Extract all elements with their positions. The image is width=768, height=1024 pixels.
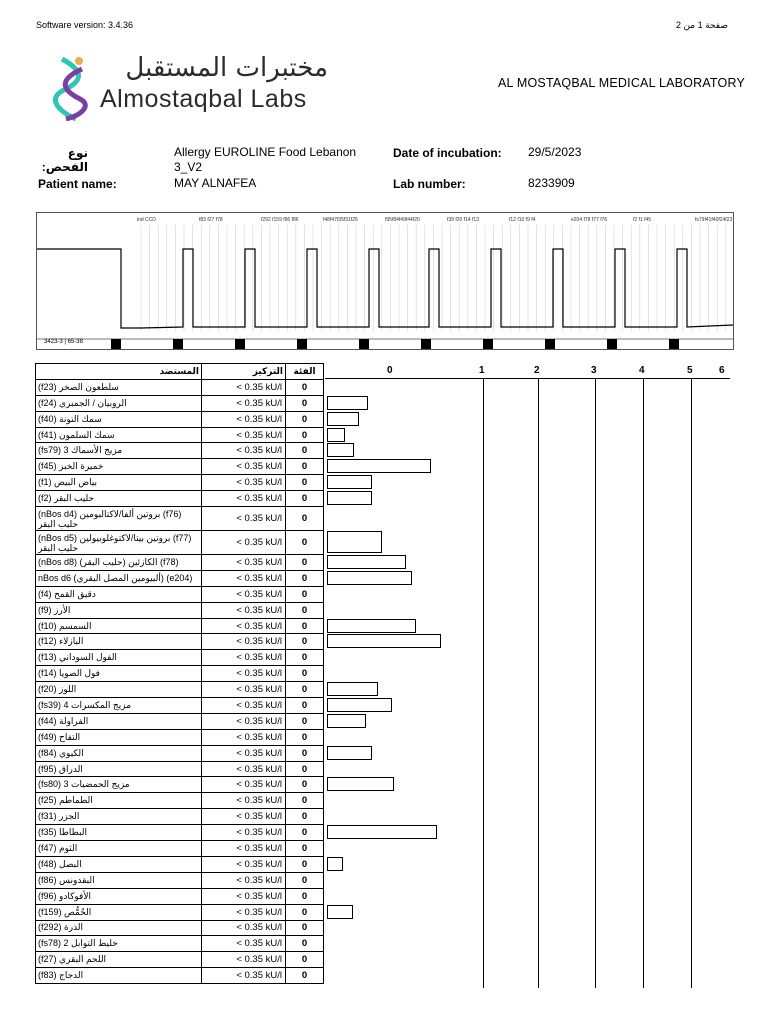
concentration-cell: < 0.35 kU/l — [202, 411, 286, 427]
table-row — [36, 713, 324, 729]
concentration-cell: < 0.35 kU/l — [202, 555, 286, 571]
strip-label: fs79f41f40f24f23 — [695, 217, 733, 223]
class-cell: 0 — [286, 475, 324, 491]
scale-gridline — [691, 378, 692, 988]
signal-bar — [327, 571, 412, 585]
allergen-cell: (f12) البازلاء — [36, 634, 202, 650]
allergen-header: المستضد — [36, 364, 202, 380]
allergen-cell: (f47) الثوم — [36, 841, 202, 857]
signal-bar — [327, 555, 406, 569]
signal-bar — [327, 412, 359, 426]
table-row — [36, 650, 324, 666]
software-version: Software version: 3.4.36 — [36, 20, 134, 30]
table-row — [36, 841, 324, 857]
class-cell: 0 — [286, 570, 324, 586]
table-row — [36, 395, 324, 411]
signal-bar — [327, 714, 366, 728]
class-cell: 0 — [286, 904, 324, 920]
table-row — [36, 888, 324, 904]
class-cell: 0 — [286, 602, 324, 618]
lab-number-value: 8233909 — [528, 176, 575, 190]
table-row — [36, 809, 324, 825]
strip-label: e204 f78 f77 f76 — [571, 217, 608, 223]
strip-label: f83 f27 f78 — [199, 217, 223, 223]
allergen-cell: (f23) سلطعون الصخر — [36, 379, 202, 395]
class-cell: 0 — [286, 379, 324, 395]
class-cell: 0 — [286, 618, 324, 634]
scale-gridline — [483, 378, 484, 988]
class-scale-chart — [325, 363, 730, 988]
dna-logo-icon — [52, 55, 92, 121]
incubation-label: Date of incubation: — [393, 146, 502, 160]
concentration-cell: < 0.35 kU/l — [202, 443, 286, 459]
signal-bar — [327, 475, 372, 489]
class-cell: 0 — [286, 936, 324, 952]
signal-bar — [327, 443, 354, 457]
allergen-cell: (f49) التفاح — [36, 729, 202, 745]
signal-bar — [327, 531, 382, 553]
lab-number-label: Lab number: — [393, 177, 466, 191]
class-cell: 0 — [286, 888, 324, 904]
concentration-cell: < 0.35 kU/l — [202, 729, 286, 745]
concentration-cell: < 0.35 kU/l — [202, 634, 286, 650]
table-row — [36, 761, 324, 777]
table-row — [36, 443, 324, 459]
concentration-cell: < 0.35 kU/l — [202, 459, 286, 475]
strip-code: 3423-3 | 65-38 — [44, 339, 83, 345]
class-cell: 0 — [286, 666, 324, 682]
table-row — [36, 570, 324, 586]
concentration-cell: < 0.35 kU/l — [202, 427, 286, 443]
class-cell: 0 — [286, 555, 324, 571]
class-cell: 0 — [286, 809, 324, 825]
table-row — [36, 459, 324, 475]
concentration-cell: < 0.35 kU/l — [202, 809, 286, 825]
allergen-cell: (fs78) خليط التوابل 2 — [36, 936, 202, 952]
class-cell: 0 — [286, 968, 324, 984]
table-row — [36, 856, 324, 872]
table-row — [36, 427, 324, 443]
class-cell: 0 — [286, 395, 324, 411]
allergen-cell: (f14) فول الصويا — [36, 666, 202, 682]
scale-gridline — [538, 378, 539, 988]
class-header: الفئة — [286, 364, 324, 380]
class-cell: 0 — [286, 872, 324, 888]
allergen-cell: (f24) الروبيان / الجمبري — [36, 395, 202, 411]
concentration-cell: < 0.35 kU/l — [202, 698, 286, 714]
scale-label-1: 1 — [479, 365, 485, 376]
strip-label: f12 f10 f9 f4 — [509, 217, 536, 223]
allergen-cell: (f27) اللحم البقري — [36, 952, 202, 968]
allergen-cell: (f84) الكيوي — [36, 745, 202, 761]
class-cell: 0 — [286, 745, 324, 761]
concentration-cell: < 0.35 kU/l — [202, 777, 286, 793]
signal-bar — [327, 777, 394, 791]
table-row — [36, 618, 324, 634]
allergen-cell: nBos d6 (ألبيومين المصل البقري) (e204) — [36, 570, 202, 586]
incubation-value: 29/5/2023 — [528, 145, 582, 159]
table-row — [36, 952, 324, 968]
table-row — [36, 729, 324, 745]
table-row — [36, 904, 324, 920]
concentration-cell: < 0.35 kU/l — [202, 650, 286, 666]
table-row — [36, 491, 324, 507]
concentration-cell: < 0.35 kU/l — [202, 825, 286, 841]
class-cell: 0 — [286, 427, 324, 443]
logo — [48, 53, 333, 125]
concentration-cell: < 0.35 kU/l — [202, 968, 286, 984]
allergen-cell: (f95) الدراق — [36, 761, 202, 777]
strip-label: f292 f159 f96 f86 — [261, 217, 299, 223]
allergen-cell: (f25) الطماطم — [36, 793, 202, 809]
table-row — [36, 379, 324, 395]
patient-name-value: MAY ALNAFEA — [174, 176, 257, 190]
logo-arabic-text: مختبرات المستقبل — [125, 53, 328, 83]
lab-name: AL MOSTAQBAL MEDICAL LABORATORY — [498, 76, 746, 90]
concentration-cell: < 0.35 kU/l — [202, 666, 286, 682]
concentration-cell: < 0.35 kU/l — [202, 570, 286, 586]
concentration-cell: < 0.35 kU/l — [202, 841, 286, 857]
signal-bar — [327, 396, 368, 410]
signal-bar — [327, 459, 431, 473]
scale-gridline — [595, 378, 596, 988]
concentration-cell: < 0.35 kU/l — [202, 745, 286, 761]
concentration-cell: < 0.35 kU/l — [202, 920, 286, 936]
class-cell: 0 — [286, 856, 324, 872]
concentration-header: التركيز — [202, 364, 286, 380]
class-cell: 0 — [286, 713, 324, 729]
scale-label-6: 6 — [719, 365, 725, 376]
concentration-cell: < 0.35 kU/l — [202, 491, 286, 507]
test-type-value-1: Allergy EUROLINE Food Lebanon — [174, 145, 357, 159]
table-row — [36, 555, 324, 571]
allergen-cell: (f35) البطاطا — [36, 825, 202, 841]
concentration-cell: < 0.35 kU/l — [202, 904, 286, 920]
strip-label: ind CCD — [137, 217, 156, 223]
scale-label-2: 2 — [534, 365, 540, 376]
allergen-cell: (f2) حليب البقر — [36, 491, 202, 507]
class-cell: 0 — [286, 920, 324, 936]
table-row — [36, 682, 324, 698]
class-cell: 0 — [286, 507, 324, 531]
signal-bar — [327, 619, 416, 633]
concentration-cell: < 0.35 kU/l — [202, 395, 286, 411]
allergen-cell: (f31) الجزر — [36, 809, 202, 825]
concentration-cell: < 0.35 kU/l — [202, 761, 286, 777]
class-cell: 0 — [286, 650, 324, 666]
signal-bar — [327, 857, 343, 871]
class-cell: 0 — [286, 411, 324, 427]
table-row — [36, 698, 324, 714]
table-row — [36, 936, 324, 952]
scale-label-5: 5 — [687, 365, 693, 376]
class-cell: 0 — [286, 698, 324, 714]
allergen-cell: (fs80) مزيج الحمضيات 3 — [36, 777, 202, 793]
allergen-cell: (f86) البقدونس — [36, 872, 202, 888]
strip-signal-plot — [37, 213, 733, 349]
scale-label-0: 0 — [387, 365, 393, 376]
allergen-cell: (f40) سمك التونة — [36, 411, 202, 427]
table-row — [36, 586, 324, 602]
concentration-cell: < 0.35 kU/l — [202, 618, 286, 634]
table-row — [36, 666, 324, 682]
class-cell: 0 — [286, 729, 324, 745]
class-cell: 0 — [286, 443, 324, 459]
concentration-cell: < 0.35 kU/l — [202, 793, 286, 809]
class-cell: 0 — [286, 952, 324, 968]
allergen-cell: (fs39) مزيج المكسرات 4 — [36, 698, 202, 714]
allergen-cell: (f292) الذرة — [36, 920, 202, 936]
table-row — [36, 602, 324, 618]
signal-bar — [327, 428, 345, 442]
concentration-cell: < 0.35 kU/l — [202, 379, 286, 395]
class-cell: 0 — [286, 793, 324, 809]
signal-bar — [327, 682, 378, 696]
class-cell: 0 — [286, 459, 324, 475]
allergen-cell: (f20) اللوز — [36, 682, 202, 698]
table-row — [36, 745, 324, 761]
class-cell: 0 — [286, 586, 324, 602]
table-row — [36, 825, 324, 841]
table-row — [36, 531, 324, 555]
logo-english-text: Almostaqbal Labs — [100, 85, 307, 113]
page-info: صفحة 1 من 2 — [675, 20, 728, 30]
test-type-value-2: 3_V2 — [174, 160, 203, 174]
scale-gridline — [643, 378, 644, 988]
allergen-cell: (f9) الأرز — [36, 602, 202, 618]
allergen-cell: (f10) السمسم — [36, 618, 202, 634]
allergen-cell: (nBos d4) بروتين ألفا/لاكتالبومين (f76) حليب البقر — [36, 507, 202, 531]
table-row — [36, 793, 324, 809]
allergen-cell: (nBos d5) بروتين بيتا/لاكتوغلوبيولين (f77) حليب البقر — [36, 531, 202, 555]
signal-bar — [327, 746, 372, 760]
strip-label: f48f47f35f31f25 — [323, 217, 358, 223]
allergen-cell: (f159) الحُمُّص — [36, 904, 202, 920]
class-cell: 0 — [286, 491, 324, 507]
table-row — [36, 411, 324, 427]
class-cell: 0 — [286, 634, 324, 650]
concentration-cell: < 0.35 kU/l — [202, 713, 286, 729]
class-cell: 0 — [286, 761, 324, 777]
class-cell: 0 — [286, 777, 324, 793]
table-row — [36, 872, 324, 888]
signal-bar — [327, 491, 372, 505]
patient-name-label: Patient name: — [38, 177, 117, 191]
concentration-cell: < 0.35 kU/l — [202, 856, 286, 872]
signal-bar — [327, 634, 441, 648]
strip-label: f2 f1 f45 — [633, 217, 652, 223]
signal-bar — [327, 698, 392, 712]
concentration-cell: < 0.35 kU/l — [202, 475, 286, 491]
concentration-cell: < 0.35 kU/l — [202, 952, 286, 968]
concentration-cell: < 0.35 kU/l — [202, 602, 286, 618]
signal-bar — [327, 825, 437, 839]
test-strip-image — [36, 212, 734, 350]
table-row — [36, 634, 324, 650]
concentration-cell: < 0.35 kU/l — [202, 586, 286, 602]
allergen-cell: (f96) الأفوكادو — [36, 888, 202, 904]
table-row — [36, 777, 324, 793]
test-type-label: نوع الفحص: — [41, 146, 88, 174]
class-cell: 0 — [286, 841, 324, 857]
signal-bar — [327, 905, 353, 919]
scale-header-divider — [325, 378, 730, 379]
allergen-cell: (f45) خميرة الخبز — [36, 459, 202, 475]
class-cell: 0 — [286, 825, 324, 841]
allergen-cell: (nBos d8) الكازئين (حليب البقر) (f78) — [36, 555, 202, 571]
concentration-cell: < 0.35 kU/l — [202, 531, 286, 555]
concentration-cell: < 0.35 kU/l — [202, 507, 286, 531]
allergen-cell: (f44) الفراولة — [36, 713, 202, 729]
class-cell: 0 — [286, 682, 324, 698]
concentration-cell: < 0.35 kU/l — [202, 872, 286, 888]
concentration-cell: < 0.35 kU/l — [202, 888, 286, 904]
class-cell: 0 — [286, 531, 324, 555]
allergen-cell: (f4) دقيق القمح — [36, 586, 202, 602]
table-row — [36, 920, 324, 936]
scale-label-4: 4 — [639, 365, 645, 376]
allergen-cell: (f83) الدجاج — [36, 968, 202, 984]
concentration-cell: < 0.35 kU/l — [202, 682, 286, 698]
results-table — [35, 363, 324, 984]
table-row — [36, 968, 324, 984]
allergen-cell: (fs79) مزيج الأسماك 3 — [36, 443, 202, 459]
allergen-cell: (f48) البصل — [36, 856, 202, 872]
scale-label-3: 3 — [591, 365, 597, 376]
allergen-cell: (f41) سمك السلمون — [36, 427, 202, 443]
table-row — [36, 475, 324, 491]
allergen-cell: (f13) الفول السوداني — [36, 650, 202, 666]
concentration-cell: < 0.35 kU/l — [202, 936, 286, 952]
strip-label: f39 f20 f14 f13 — [447, 217, 479, 223]
strip-label: f95f84f49f44f20 — [385, 217, 420, 223]
allergen-cell: (f1) بياض البيض — [36, 475, 202, 491]
table-row — [36, 507, 324, 531]
